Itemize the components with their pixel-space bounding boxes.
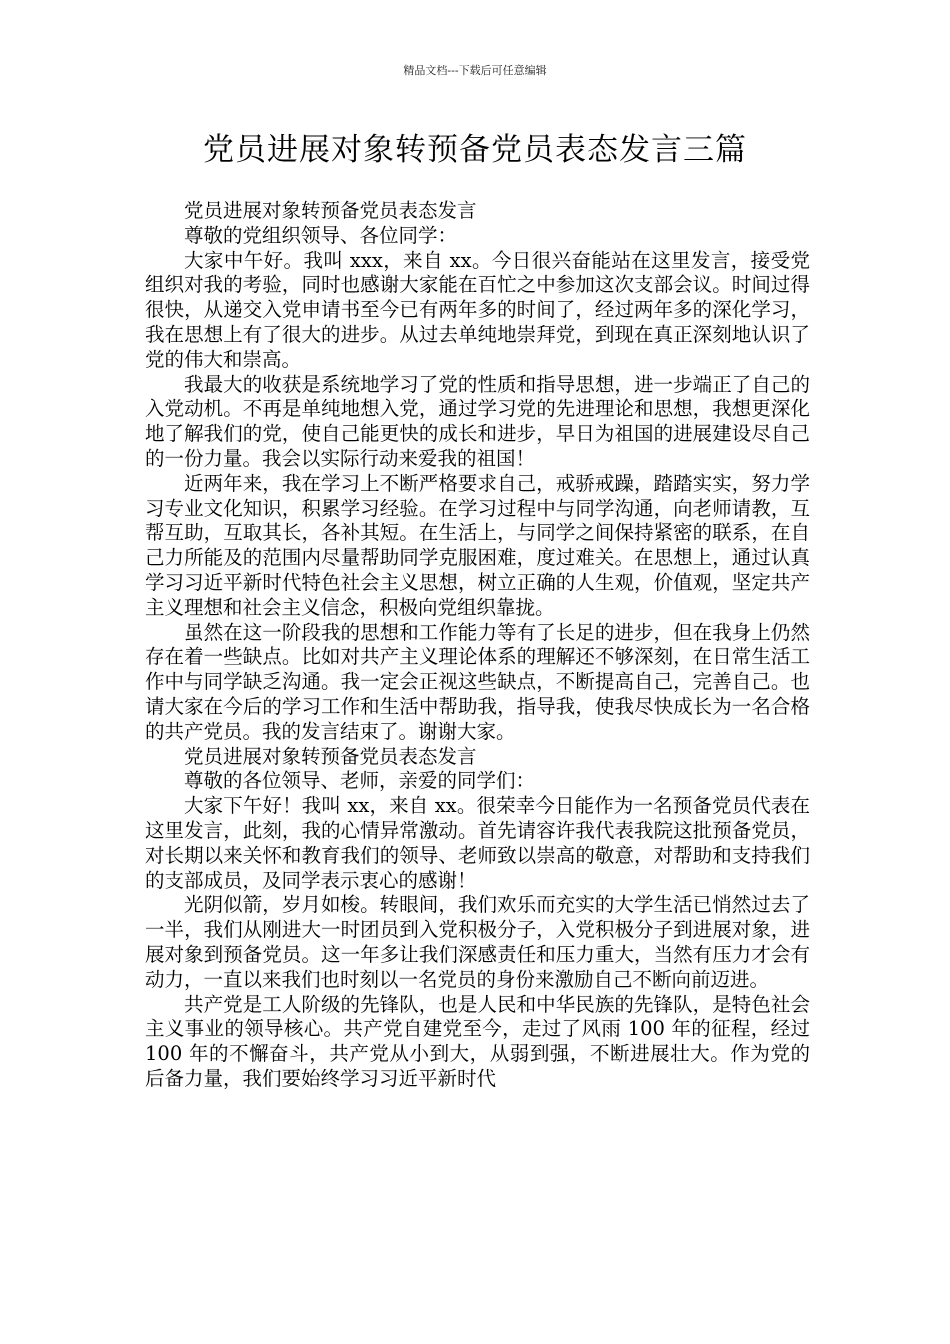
- document-title: 党员进展对象转预备党员表态发言三篇: [203, 132, 747, 168]
- section-heading-2: 党员进展对象转预备党员表态发言: [184, 744, 477, 768]
- salutation-1: 尊敬的党组织领导、各位同学：: [184, 223, 458, 247]
- paragraph: 共产党是工人阶级的先锋队，也是人民和中华民族的先锋队，是特色社会主义事业的领导核心。共产党自建党至今，走过了风雨 100 年的征程，经过 100 年的不懈奋斗，共产党从小到大，从弱到强，不断进展壮大。作为党的后备力量，我们要始终学习习近平新时代: [145, 992, 810, 1090]
- paragraph: 虽然在这一阶段我的思想和工作能力等有了长足的进步，但在我身上仍然存在着一些缺点。比如对共产主义理论体系的理解还不够深刻，在日常生活工作中与同学缺乏沟通。我一定会正视这些缺点，不断提高自己，完善自己。也请大家在今后的学习工作和生活中帮助我，指导我，使我尽快成长为一名合格的共产党员。我的发言结束了。谢谢大家。: [145, 620, 810, 743]
- paragraph: 近两年来，我在学习上不断严格要求自己，戒骄戒躁，踏踏实实，努力学习专业文化知识，积累学习经验。在学习过程中与同学沟通，向老师请教，互帮互助，互取其长，各补其短。在生活上，与同学之间保持紧密的联系，在自己力所能及的范围内尽量帮助同学克服困难，度过难关。在思想上，通过认真学习习近平新时代特色社会主义思想，树立正确的人生观，价值观，坚定共产主义理想和社会主义信念，积极向党组织靠拢。: [145, 471, 810, 619]
- paragraph: 我最大的收获是系统地学习了党的性质和指导思想，进一步端正了自己的入党动机。不再是单纯地想入党，通过学习党的先进理论和思想，我想更深化地了解我们的党，使自己能更快的成长和进步，早日为祖国的进展建设尽自己的一份力量。我会以实际行动来爱我的祖国！: [145, 372, 810, 470]
- paragraph: 大家中午好。我叫 xxx，来自 xx。今日很兴奋能站在这里发言，接受党组织对我的考验，同时也感谢大家能在百忙之中参加这次支部会议。时间过得很快，从递交入党申请书至今已有两年多的时间了，经过两年多的深化学习，我在思想上有了很大的进步。从过去单纯地崇拜党，到现在真正深刻地认识了党的伟大和崇高。: [145, 248, 810, 371]
- salutation-2: 尊敬的各位领导、老师，亲爱的同学们：: [184, 769, 536, 793]
- paragraph: 光阴似箭，岁月如梭。转眼间，我们欢乐而充实的大学生活已悄然过去了一半，我们从刚进大一时团员到入党积极分子，入党积极分子到进展对象，进展对象到预备党员。这一年多让我们深感责任和压力重大，当然有压力才会有动力，一直以来我们也时刻以一名党员的身份来激励自己不断向前迈进。: [145, 893, 810, 991]
- section-heading-1: 党员进展对象转预备党员表态发言: [184, 199, 477, 222]
- paragraph: 大家下午好！我叫 xx，来自 xx。很荣幸今日能作为一名预备党员代表在这里发言，此刻，我的心情异常激动。首先请容许我代表我院这批预备党员，对长期以来关怀和教育我们的领导、老师致以崇高的敬意，对帮助和支持我们的支部成员，及同学表示衷心的感谢！: [145, 794, 810, 892]
- document-body: [145, 199, 810, 1092]
- page-header: 精品文档---下载后可任意编辑: [403, 64, 547, 77]
